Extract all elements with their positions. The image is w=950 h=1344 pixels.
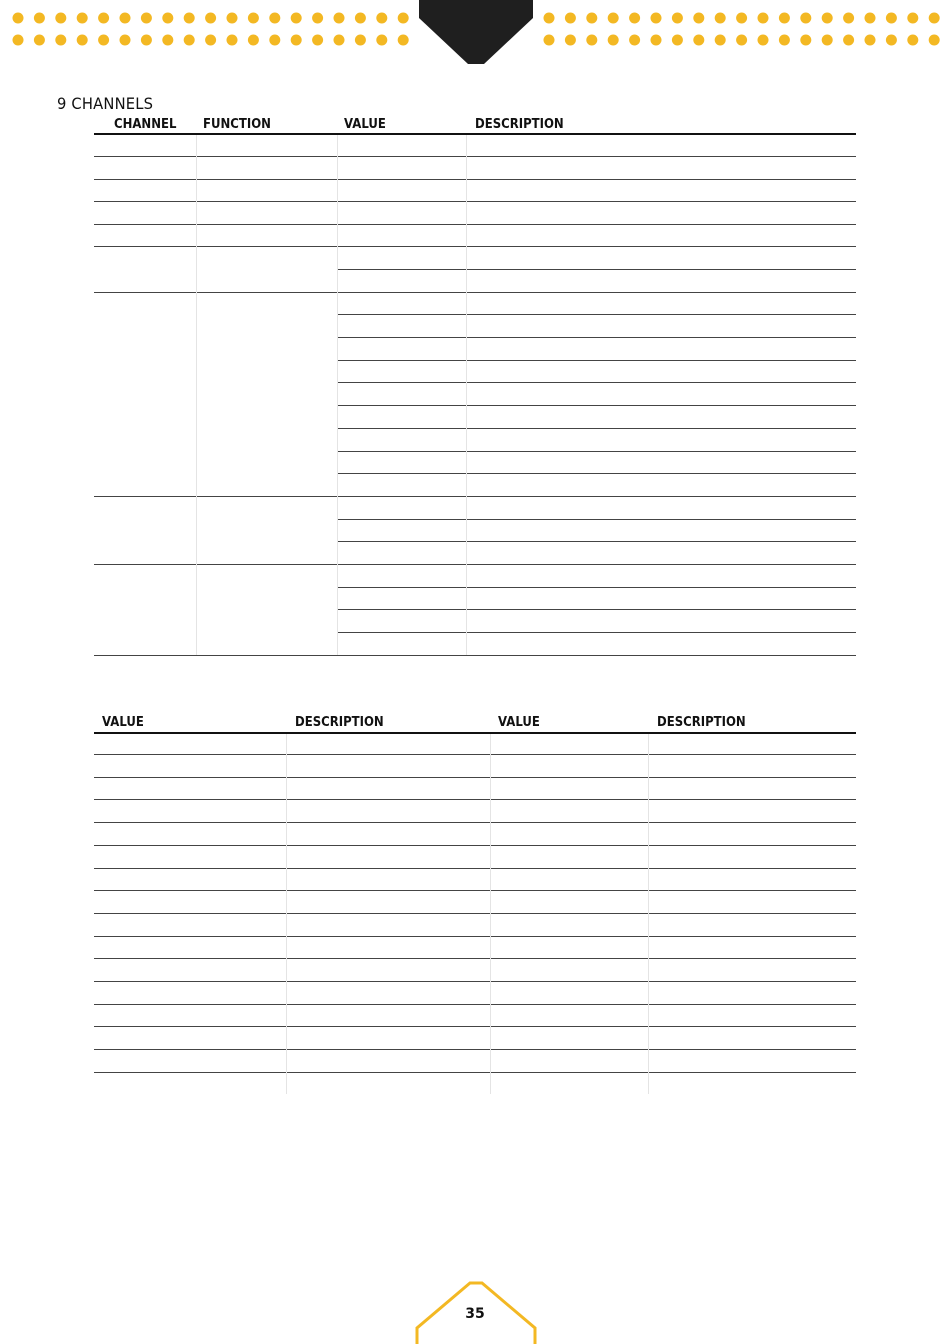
table2-header-value-1: VALUE <box>102 715 144 730</box>
header-dot <box>843 35 854 46</box>
header-dot <box>77 35 88 46</box>
header-dot <box>34 35 45 46</box>
header-dot <box>227 13 238 24</box>
header-dot <box>334 35 345 46</box>
header-dot <box>865 13 876 24</box>
header-dot <box>843 13 854 24</box>
table1-column-separator <box>196 135 197 655</box>
header-dot <box>865 35 876 46</box>
header-dot <box>565 35 576 46</box>
table2-header-value-2: VALUE <box>498 715 540 730</box>
header-dot <box>822 35 833 46</box>
header-dot <box>886 35 897 46</box>
header-dot <box>120 13 131 24</box>
header-dot <box>312 13 323 24</box>
table2-row-rule <box>94 845 856 846</box>
header-dot <box>758 13 769 24</box>
header-dot <box>736 13 747 24</box>
page-number: 35 <box>465 1306 485 1322</box>
table1-row-rule <box>94 496 856 497</box>
table2-row-rule <box>94 822 856 823</box>
header-dot <box>291 13 302 24</box>
header-dot <box>291 35 302 46</box>
table1-row-rule <box>94 655 856 656</box>
table1-header-rule <box>94 133 856 135</box>
table2-row-rule <box>94 958 856 959</box>
table1-row-rule <box>337 519 856 520</box>
table1-header-function: FUNCTION <box>203 117 271 132</box>
header-dot <box>248 35 259 46</box>
header-dot <box>141 35 152 46</box>
header-tab-shape <box>419 0 533 64</box>
header-dot <box>586 13 597 24</box>
table1-row-rule <box>337 609 856 610</box>
header-dot <box>205 13 216 24</box>
header-dot <box>312 35 323 46</box>
table1-column-separator <box>337 135 338 655</box>
table2-row-rule <box>94 936 856 937</box>
table2-column-separator <box>648 734 649 1094</box>
header-dot <box>779 13 790 24</box>
table1-column-separator <box>466 135 467 655</box>
table2-row-rule <box>94 799 856 800</box>
table2-row-rule <box>94 890 856 891</box>
header-dot <box>162 35 173 46</box>
header-dot <box>120 35 131 46</box>
header-dot <box>184 35 195 46</box>
header-dot <box>886 13 897 24</box>
table2-header-description-2: DESCRIPTION <box>657 715 746 730</box>
header-dot <box>822 13 833 24</box>
header-dot <box>334 13 345 24</box>
table1-row-rule <box>94 179 856 180</box>
table1-row-rule <box>94 201 856 202</box>
header-dot <box>608 35 619 46</box>
table2-header-rule <box>94 732 856 734</box>
table1-row-rule <box>337 473 856 474</box>
header-dot <box>205 35 216 46</box>
table1-row-rule <box>337 632 856 633</box>
header-dot <box>693 13 704 24</box>
header-dot <box>98 35 109 46</box>
header-dot <box>693 35 704 46</box>
header-dot <box>269 35 280 46</box>
table2-column-separator <box>490 734 491 1094</box>
header-dot <box>162 13 173 24</box>
table2-column-separator <box>286 734 287 1094</box>
header-dot <box>715 13 726 24</box>
table2-row-rule <box>94 868 856 869</box>
header-dot <box>227 35 238 46</box>
header-dot <box>269 13 280 24</box>
header-dot <box>376 13 387 24</box>
table1-row-rule <box>337 451 856 452</box>
header-dot <box>629 35 640 46</box>
header-dot <box>355 13 366 24</box>
table1-row-rule <box>337 428 856 429</box>
table1-row-rule <box>337 405 856 406</box>
header-dot <box>13 35 24 46</box>
table1-row-rule <box>337 360 856 361</box>
header-dot <box>398 13 409 24</box>
table1-row-rule <box>94 292 856 293</box>
header-dot <box>184 13 195 24</box>
header-dot <box>672 13 683 24</box>
header-dot <box>77 13 88 24</box>
header-dot <box>544 35 555 46</box>
table1-row-rule <box>337 587 856 588</box>
table1-header-value: VALUE <box>344 117 386 132</box>
header-dot <box>248 13 259 24</box>
table1-row-rule <box>337 269 856 270</box>
table1-header-description: DESCRIPTION <box>475 117 564 132</box>
header-dot <box>34 13 45 24</box>
header-dot <box>929 13 940 24</box>
table2-row-rule <box>94 1072 856 1073</box>
header-dot <box>544 13 555 24</box>
table1-row-rule <box>94 246 856 247</box>
header-dot <box>758 35 769 46</box>
header-dot <box>376 35 387 46</box>
table1-row-rule <box>337 382 856 383</box>
header-dot <box>651 13 662 24</box>
header-dot <box>779 35 790 46</box>
header-dot <box>608 13 619 24</box>
header-dot <box>800 13 811 24</box>
table1-row-rule <box>94 564 856 565</box>
table2-row-rule <box>94 777 856 778</box>
table1-header-channel: CHANNEL <box>114 117 177 132</box>
header-dot <box>715 35 726 46</box>
header-dot <box>55 35 66 46</box>
header-dot <box>398 35 409 46</box>
section-title: 9 CHANNELS <box>57 94 154 113</box>
header-dot <box>55 13 66 24</box>
header-dot <box>13 13 24 24</box>
table2-row-rule <box>94 1049 856 1050</box>
header-dot <box>651 35 662 46</box>
table2-row-rule <box>94 981 856 982</box>
header-dot <box>672 35 683 46</box>
header-dot <box>98 13 109 24</box>
table2-row-rule <box>94 913 856 914</box>
table1-row-rule <box>337 337 856 338</box>
header-dot <box>907 35 918 46</box>
table1-row-rule <box>337 314 856 315</box>
table1-row-rule <box>337 541 856 542</box>
header-dot <box>565 13 576 24</box>
table1-row-rule <box>94 224 856 225</box>
table2-row-rule <box>94 1004 856 1005</box>
table2-row-rule <box>94 1026 856 1027</box>
table2-header-description-1: DESCRIPTION <box>295 715 384 730</box>
header-dot <box>141 13 152 24</box>
header-dot <box>907 13 918 24</box>
header-dot <box>929 35 940 46</box>
header-dot-pattern <box>0 0 950 70</box>
header-dot <box>800 35 811 46</box>
header-dot <box>355 35 366 46</box>
table2-row-rule <box>94 754 856 755</box>
header-dot <box>586 35 597 46</box>
header-dot <box>736 35 747 46</box>
table1-row-rule <box>94 156 856 157</box>
header-dot <box>629 13 640 24</box>
